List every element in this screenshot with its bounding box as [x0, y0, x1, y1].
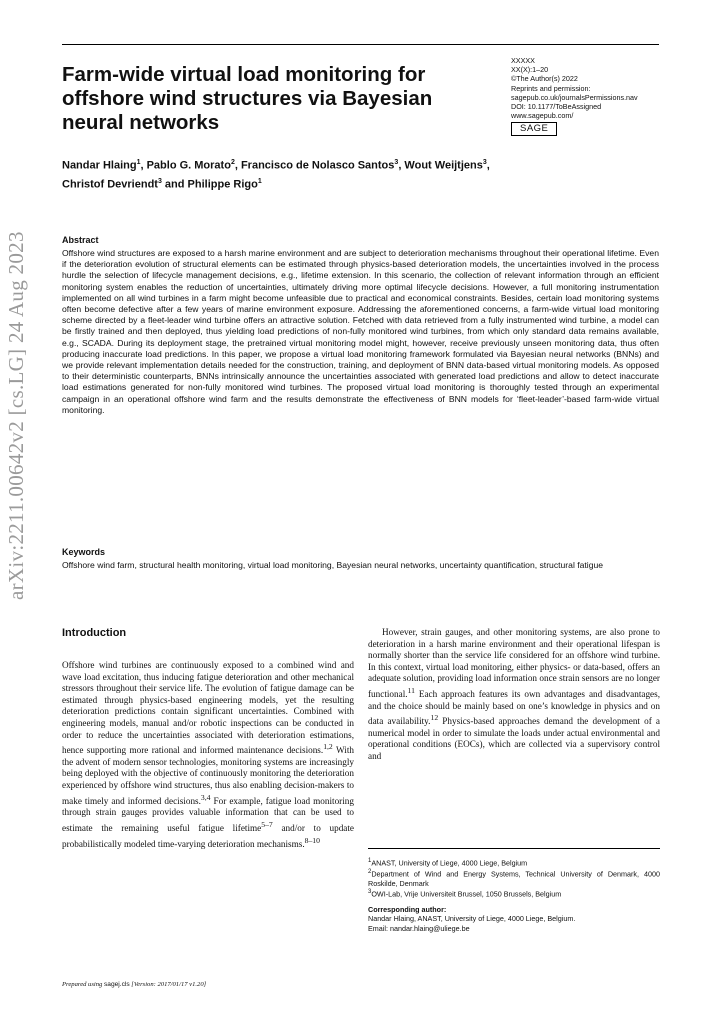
affiliation-mark: 1 [257, 177, 262, 185]
meta-line: ©The Author(s) 2022 [511, 74, 578, 84]
paragraph [62, 660, 354, 850]
keywords-heading: Keywords [62, 547, 106, 557]
affiliation-mark: 1 [136, 159, 141, 166]
affiliation-mark: 2 [368, 868, 372, 875]
author-separator: , [486, 159, 490, 172]
author-list [62, 155, 662, 192]
author-name: , Wout Weijtjens [398, 159, 483, 172]
right-column [368, 627, 660, 763]
paper-title: Farm-wide virtual load monitoring for offshore wind structures via Bayesian neural networks [62, 63, 433, 134]
author-name: Nandar Hlaing [62, 159, 137, 172]
author-name: , Pablo G. Morato [140, 159, 231, 172]
author-name: and Philippe Rigo [161, 178, 258, 191]
affiliation-text: OWI-Lab, Vrije Universiteit Brussel, 1050 Brussels, Belgium [371, 889, 562, 899]
meta-line: DOI: 10.1177/ToBeAssigned [511, 102, 602, 112]
meta-line: Reprints and permission: [511, 83, 591, 93]
meta-line: XXXXX [511, 56, 535, 65]
abstract-text: Offshore wind structures are exposed to a harsh marine environment and are subject to deterioration mechanisms throughout their operational lifetime. Even if the deterioration evolution of structural elements can be estimated through physics-based deterioration models, the uncertainties involved in the process hurdle the selection of lifecycle management decisions, e.g., lifetime extension. In this scenario, the collection of relevant information through an efficient monitoring system enables the reduction of uncertainties, ultimately driving more optimal lifecycle decisions. However, a full monitoring instrumentation implemented on all wind turbines in a farm might become unfeasible due to practical and economical constraints. Besides, certain load monitoring systems often become defective after a few years of marine environment exposure. Addressing the aforementioned concerns, a farm-wide virtual load monitoring scheme directed by a fleet-leader wind turbine offers an attractive solution. Fetched with data retrieved from a fully instrumented wind turbine, a model can be firstly trained and then deployed, thus yielding load predictions of non-fully monitored wind turbines, from which only standard data remains available, e.g., SCADA. During its deployment stage, the pretrained virtual monitoring model might, however, receive previously unseen monitoring data, thus often producing inaccurate load predictions. In this paper, we propose a virtual load monitoring framework formulated via Bayesian neural networks (BNNs) and we provide relevant implementation details needed for the construction, training, and deployment of BNN data-based virtual monitoring models. As opposed to their deterministic counterparts, BNNs intrinsically announce the uncertainties associated with generated load predictions and allow to detect inaccurate load estimations generated for non-fully monitored wind turbines. The proposed virtual load monitoring is thoroughly tested through an experimental campaign in an operational offshore wind farm and the results demonstrate the effectiveness of BNN models for ‘fleet-leader’-based farm-wide virtual monitoring. [62, 248, 659, 415]
citation[interactable]: 3,4 [200, 792, 211, 802]
footer-text: Prepared using [62, 981, 104, 988]
footer-version: [Version: 2017/01/17 v1.20] [129, 981, 207, 988]
citation[interactable]: 1,2 [323, 742, 333, 752]
text-run: However, strain gauges, and other monitoring systems, are also prone to deterioration in a harsh marine environment and their operational lifespan is normally shorter than the service life considered for an offshore wind turbine. In this context, virtual load monitoring, either physics- or data-based, offers an adequate solution, providing load information once strain sensors are no longer functional. [368, 627, 660, 700]
affiliation-footnote [368, 888, 660, 899]
author-name: Christof Devriendt [62, 178, 158, 191]
citation[interactable]: 11 [407, 685, 415, 695]
affiliation-mark: 3 [482, 159, 487, 166]
corresponding-email[interactable]: Email: nandar.hlaing@uliege.be [368, 923, 470, 933]
corresponding-heading: Corresponding author: [368, 904, 447, 914]
author-name: , Francisco de Nolasco Santos [234, 159, 395, 172]
footer-cls: sagej.cls [104, 981, 130, 988]
meta-line[interactable]: www.sagepub.com/ [511, 111, 574, 121]
text-run: Each approach features its own advantages and disadvantages, and the choice should be mainly based on one’s knowledge in physics and on data availability. [368, 689, 660, 727]
affiliation-footnote [368, 868, 660, 888]
affiliation-text: ANAST, University of Liege, 4000 Liege, Belgium [371, 858, 528, 868]
affiliation-mark: 3 [394, 159, 399, 166]
affiliation-footnote [368, 857, 660, 868]
text-run: Offshore wind turbines are continuously exposed to a combined wind and wave load excitation, thus inducing fatigue deterioration and other mechanical stressors throughout their service life. The evolution of fatigue damage can be estimated through physics-based engineering models, yet the resulting deterioration predictions contain significant uncertainties. Combined with engineering models, manual and/or robotic inspections can be conducted in order to reduce the uncertainties associated with deterioration estimations, hence supporting more rational and informed maintenance decisions. [62, 660, 354, 756]
left-column [62, 660, 354, 850]
text-run: For example, fatigue load monitoring through strain gauges provides valuable information that can be used to estimate the remaining useful fatigue lifetime [62, 795, 354, 833]
citation[interactable]: 5–7 [261, 819, 273, 829]
section-heading: Introduction [62, 627, 127, 639]
top-rule [62, 44, 659, 45]
keywords-text: Offshore wind farm, structural health monitoring, virtual load monitoring, Bayesian neural networks, uncertainty quantification, structural fatigue [62, 560, 604, 570]
page-footer [62, 981, 206, 988]
affiliation-mark: 3 [368, 889, 372, 895]
affiliation-text: Department of Wind and Energy Systems, Technical University of Denmark, 4000 Roskilde, Denmark [368, 869, 660, 888]
citation[interactable]: 12 [430, 713, 439, 723]
journal-meta [511, 56, 671, 136]
meta-line: XX(X):1–20 [511, 65, 549, 75]
text-run: With the advent of modern sensor technologies, monitoring systems are increasingly being deployed with the objective of continuously monitoring the deterioration experienced by offshore wind structures, thus also enabling decision-makers to make timely and informed decisions. [62, 745, 354, 806]
text-run: and/or to update probabilistically modeled time-varying deterioration mechanisms. [62, 822, 354, 849]
affiliation-mark: 3 [157, 177, 162, 185]
footnotes [368, 857, 660, 933]
meta-line[interactable]: sagepub.co.uk/journalsPermissions.nav [511, 92, 638, 102]
abstract-heading: Abstract [62, 235, 99, 245]
affiliation-mark: 1 [368, 858, 372, 864]
text-run: Physics-based approaches demand the development of a numerical model in order to simulate the loads under actual environmental and operational conditions (EOCs), which are collected via a supervisory control and [368, 716, 660, 762]
paragraph [368, 627, 660, 763]
sage-logo: SAGE [511, 122, 557, 136]
citation[interactable]: 8–10 [304, 835, 320, 845]
footnote-rule [368, 848, 660, 849]
affiliation-mark: 2 [230, 159, 235, 166]
corresponding-address: Nandar Hlaing, ANAST, University of Liege, 4000 Liege, Belgium. [368, 914, 576, 924]
